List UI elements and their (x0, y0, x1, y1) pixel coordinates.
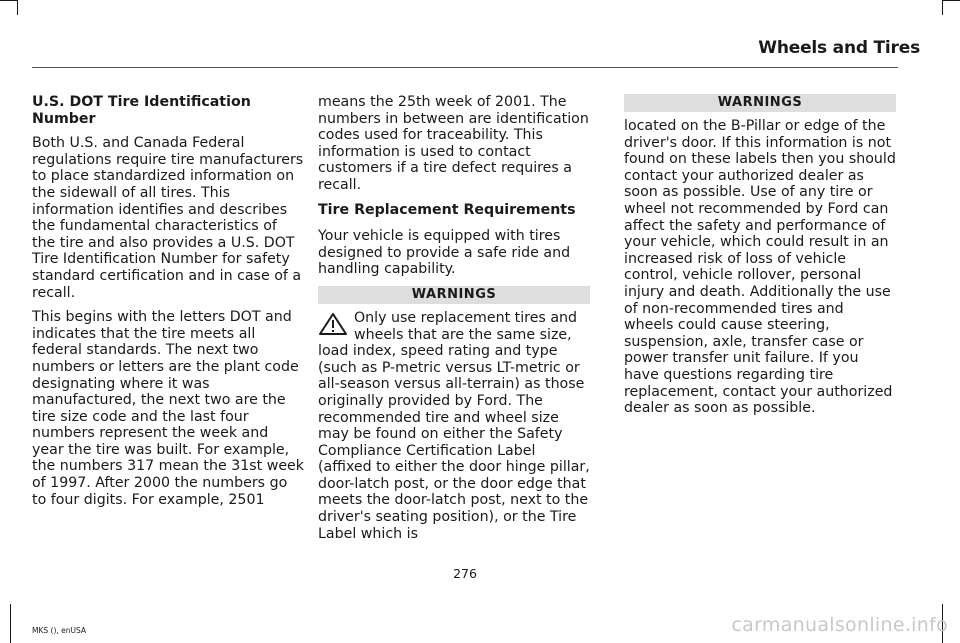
paragraph: means the 25th week of 2001. The numbers in between are identification codes used for traceability. This information is used to contact customers if a tire defect requires a recall. (318, 94, 589, 193)
crop-mark (17, 0, 18, 15)
warnings-bar: WARNINGS (318, 286, 590, 304)
column-1 (32, 94, 304, 516)
warning-text: Only use replacement tires and wheels that are the same size, load index, speed rating and type (such as P-metric versus LT-metric or all-season versus all-terrain) as those originally provided by Ford. The recommended tire and wheel size may be found on either the Safety Compliance Certification Label (affixed to either the door hinge pillar, door-latch post, or the door edge that meets the door-latch post, next to the driver's seating position), or the Tire Label which is (318, 309, 590, 542)
watermark: carmanualsonline.info (731, 614, 948, 636)
crop-mark (942, 0, 960, 1)
warning-text-continued: located on the B-Pillar or edge of the driver's door. If this information is not found on these labels then you should contact your authorized dealer as soon as possible. Use of any tire or wheel not recommended by Ford can affect the safety and performance of your vehicle, which could result in an increased risk of loss of vehicle control, vehicle rollover, personal injury and death. Additionally the use of non-recommended tires and wheels could cause steering, suspension, axle, transfer case or power transfer unit failure. If you have questions regarding tire replacement, contact your authorized dealer as soon as possible. (624, 118, 896, 417)
warning-block (318, 310, 590, 542)
crop-mark (0, 0, 17, 1)
paragraph: This begins with the letters DOT and indicates that the tire meets all federal standards. The next two numbers or letters are the plant code designating where it was manufactured, the next two are the tire size code and the last four numbers represent the week and year the tire was built. For example, the numbers 317 mean the 31st week of 1997. After 2000 the numbers go to four digits. For example, 2501 (32, 309, 304, 508)
crop-mark (10, 604, 11, 643)
warnings-bar: WARNINGS (624, 94, 896, 112)
paragraph: Your vehicle is equipped with tires designed to provide a safe ride and handling capability. (318, 228, 571, 278)
section-heading-dot-tire-id: U.S. DOT Tire Identification Number (32, 94, 251, 127)
warning-triangle-icon (318, 312, 348, 336)
crop-mark (942, 0, 943, 15)
section-heading-tire-replacement: Tire Replacement Requirements (318, 201, 576, 218)
title-divider (32, 67, 898, 68)
page-title: Wheels and Tires (758, 38, 920, 58)
paragraph: Both U.S. and Canada Federal regulations require tire manufacturers to place standardized information on the sidewall of all tires. This information identifies and describes the fundamental characteristics of the tire and also provides a U.S. DOT Tire Identification Number for safety standard certification and in case of a recall. (32, 135, 304, 301)
doc-code: MKS (), enUSA (32, 626, 87, 635)
column-2 (318, 94, 590, 542)
page-number: 276 (453, 566, 477, 581)
column-3 (624, 94, 896, 425)
